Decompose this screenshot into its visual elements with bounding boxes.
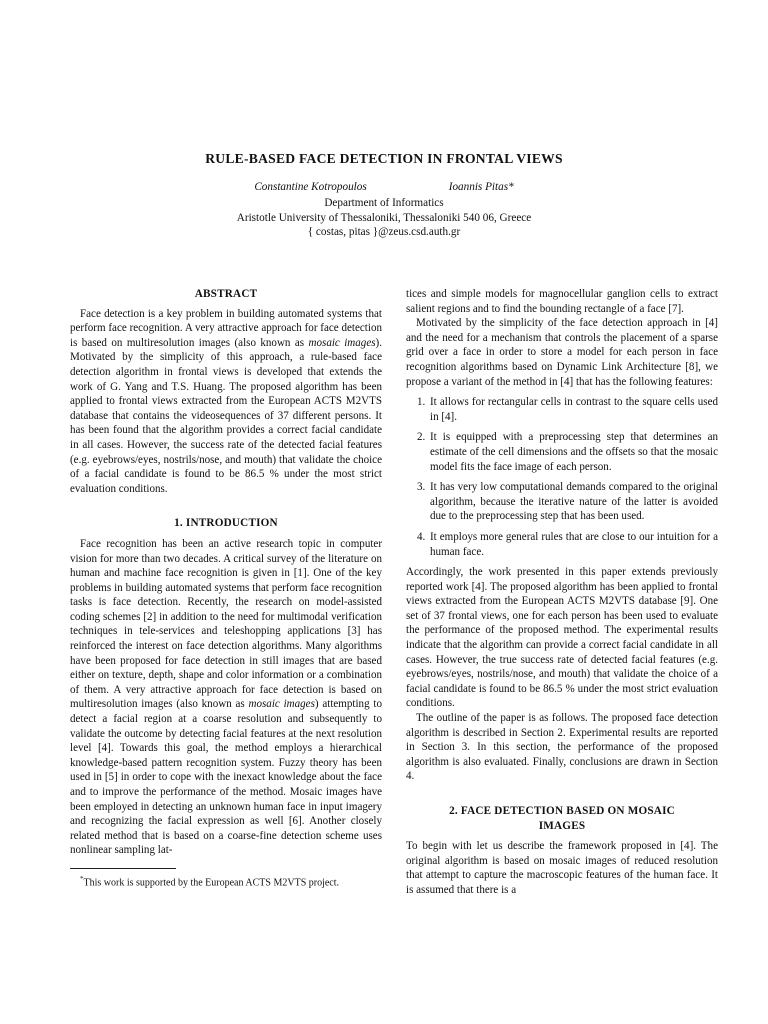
intro-continuation: tices and simple models for magnocellular ganglion cells to extract salient regions and to find the bounding rectangle of a face [7]. bbox=[406, 288, 718, 315]
feature-list bbox=[406, 395, 718, 559]
paper-title: RULE-BASED FACE DETECTION IN FRONTAL VIEWS bbox=[205, 151, 563, 166]
abstract-heading: ABSTRACT bbox=[194, 288, 258, 300]
section2-text: To begin with let us describe the framework proposed in [4]. The original algorithm is based on mosaic images of reduced resolution that attempt to capture the macroscopic features of the human face. It is assumed that there is a bbox=[406, 840, 718, 896]
affiliation-department: Department of Informatics bbox=[324, 197, 444, 209]
affiliation-university: Aristotle University of Thessaloniki, Thessaloniki 540 06, Greece bbox=[236, 212, 532, 224]
abstract-text: Face detection is a key problem in building automated systems that perform face recognition. A very attractive approach for face detection is based on multiresolution images (also known as mosaic images). Motivated by the simplicity of this approach, a rule-based face detection algorithm in frontal views is developed that extends the work of G. Yang and T.S. Huang. The proposed algorithm has been applied to frontal views extracted from the European ACTS M2VTS database that contains the videosequences of 37 different persons. It has been found that the algorithm provides a correct facial candidate in all cases. However, the success rate of the detected facial features (e.g. eyebrows/eyes, nostrils/nose, and mouth) that validate the choice of a facial candidate is found to be 86.5 % under the most strict evaluation conditions. bbox=[70, 307, 382, 495]
footnote-rule bbox=[70, 868, 176, 869]
list-item: 4. It employs more general rules that are close to our intuition for a human face. bbox=[428, 530, 718, 559]
list-item: 1. It allows for rectangular cells in contrast to the square cells used in [4]. bbox=[428, 395, 718, 424]
footnote: *This work is supported by the European ACTS M2VTS project. bbox=[80, 875, 340, 889]
left-column bbox=[70, 287, 382, 858]
introduction-text: Face recognition has been an active research topic in computer vision for more than two decades. A critical survey of the literature on human and machine face recognition is given in [1]. One of the key problems in building automated systems that perform face recognition tasks is face detection. Recently, the research on model-assisted coding schemes [2] in addition to the need for multimodal verification techniques in tele-services and teleshopping applications [3] has reinforced the interest on face detection algorithms. Many algorithms have been proposed for face detection in still images that are based either on texture, depth, shape and color information or a combination of them. A very attractive approach for face detection is based on multiresolution images (also known as mosaic images) attempting to detect a facial region at a coarse resolution and subsequently to validate the outcome by detecting facial features at the next resolution level [4]. Towards this goal, the method employs a hierarchical knowledge-based pattern recognition system. Fuzzy theory has been used in [5] in order to cope with the inexact knowledge about the face and to improve the performance of the method. Mosaic images have been employed in detecting an unknown human face in input imagery and recognizing the facial expression as well [6]. Another closely related method that is based on a coarse-fine detection scheme uses nonlinear sampling lat- bbox=[70, 537, 382, 857]
outline-paragraph: The outline of the paper is as follows. The proposed face detection algorithm is described in Section 2. Experimental results are reported in Section 3. In this section, the performance of the proposed algorithm is also evaluated. Finally, conclusions are drawn in Section 4. bbox=[406, 712, 718, 783]
list-item: 2. It is equipped with a preprocessing step that determines an estimate of the cell dimensions and the offsets so that the mosaic model fits the face image of each person. bbox=[428, 430, 718, 474]
author-line bbox=[0, 181, 768, 193]
accordingly-paragraph: Accordingly, the work presented in this paper extends previously reported work [4]. The proposed algorithm has been applied to frontal views extracted from the European ACTS M2VTS database [9]. One set of 37 frontal views, one for each person has been used to evaluate the performance of the proposed method. The experimental results indicate that the algorithm can provide a correct facial candidate in all cases. However, the true success rate of detected facial features (e.g. eyebrows/eyes, nostrils/nose, and mouth) that validate the choice of a facial candidate is found to be 86.5 % under the most strict evaluation conditions. bbox=[406, 566, 718, 710]
section2-heading: 2. FACE DETECTION BASED ON MOSAIC IMAGES bbox=[449, 805, 675, 832]
author-kotropoulos: Constantine Kotropoulos bbox=[254, 181, 367, 193]
introduction-heading: 1. INTRODUCTION bbox=[174, 517, 278, 530]
right-column bbox=[406, 287, 718, 898]
list-item: 3. It has very low computational demands compared to the original algorithm, because the iterative nature of the latter is avoided due to the preprocessing step that has been used. bbox=[428, 480, 718, 524]
affiliation-email: { costas, pitas }@zeus.csd.auth.gr bbox=[307, 226, 461, 238]
author-pitas: Ioannis Pitas* bbox=[448, 181, 514, 193]
motivation-paragraph: Motivated by the simplicity of the face detection approach in [4] and the need for a mechanism that controls the placement of a sparse grid over a face in order to store a model for each person in face recognition algorithms based on Dynamic Link Architecture [8], we propose a variant of the method in [4] that has the following features: bbox=[406, 317, 718, 388]
